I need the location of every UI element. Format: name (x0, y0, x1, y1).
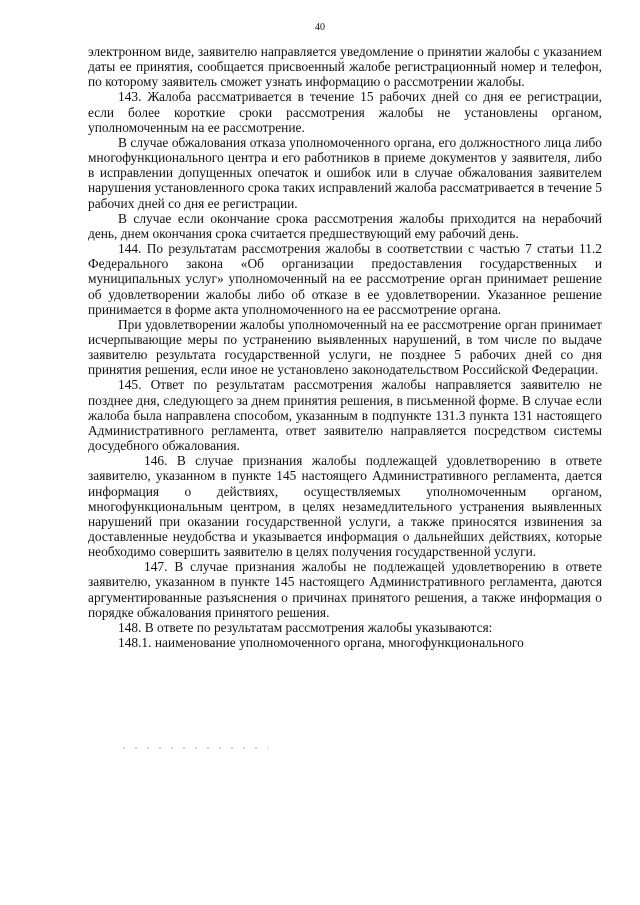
paragraph-143: 143. Жалоба рассматривается в течение 15 рабочих дней со дня ее регистрации, если более короткие сроки рассмотрения жалобы не установлены органом, уполномоченным на ее рассмотрение. (88, 89, 602, 135)
paragraph-148-1: 148.1. наименование уполномоченного органа, многофункционального (118, 635, 524, 651)
scan-artifact-dots (118, 746, 268, 750)
paragraph-144: 144. По результатам рассмотрения жалобы в соответствии с частью 7 статьи 11.2 Федерального закона «Об организации предоставления государственных и муниципальных услуг» уполномоченный на ее рассмотрение орган принимает решение об удовлетворении жалобы либо об отказе в ее удовлетворении. Указанное решение принимается в форме акта уполномоченного на ее рассмотрение органа. (88, 241, 602, 317)
paragraph-146: 146. В случае признания жалобы подлежащей удовлетворению в ответе заявителю, указанном в пункте 145 настоящего Административного регламента, дается информация о действиях, осуществляемых уполномоченным органом, многофункциональным центром, в целях незамедлительного устранения выявленных нарушений при оказании государственной услуги, а также приносятся извинения за доставленные неудобства и указывается информация о дальнейших действиях, которые необходимо совершить заявителю в целях получения государственной услуги. (88, 453, 602, 560)
paragraph-143-refusal: В случае обжалования отказа уполномоченного органа, его должностного лица либо многофункционального центра и его работников в приеме документов у заявителя, либо в исправлении допущенных опечаток и ошибок или в случае обжалования заявителем нарушения установленного срока таких исправлений жалоба рассматривается в течение 5 рабочих дней со дня ее регистрации. (88, 134, 602, 211)
paragraph-145: 145. Ответ по результатам рассмотрения жалобы направляется заявителю не позднее дня, следующего за днем принятия решения, в письменной форме. В случае если жалоба была направлена способом, указанным в подпункте 131.3 пункта 131 настоящего Административного регламента, ответ заявителю направляется посредством системы досудебного обжалования. (88, 377, 602, 454)
paragraph-continuation: электронном виде, заявителю направляется уведомление о принятии жалобы с указанием даты ее принятия, сообщается присвоенный жалобе регистрационный номер и телефон, по которому заявитель сможет узнать информацию о рассмотрении жалобы. (88, 44, 602, 90)
page-number: 40 (315, 22, 325, 33)
paragraph-148: 148. В ответе по результатам рассмотрения жалобы указываются: (118, 619, 493, 635)
paragraph-147: 147. В случае признания жалобы не подлежащей удовлетворению в ответе заявителю, указанном в пункте 145 настоящего Административного регламента, даются аргументированные разъяснения о причинах принятого решения, а также информация о порядке обжалования принятого решения. (88, 559, 602, 620)
paragraph-144-satisfaction: При удовлетворении жалобы уполномоченный на ее рассмотрение орган принимает исчерпывающие меры по устранению выявленных нарушений, в том числе по выдаче заявителю результата государственной услуги, не позднее 5 рабочих дней со дня принятия решения, если иное не установлено законодательством Российской Федерации. (88, 316, 602, 378)
paragraph-143-nonworking-day: В случае если окончание срока рассмотрения жалобы приходится на нерабочий день, днем окончания срока считается предшествующий ему рабочий день. (88, 210, 602, 241)
document-body (88, 44, 602, 650)
